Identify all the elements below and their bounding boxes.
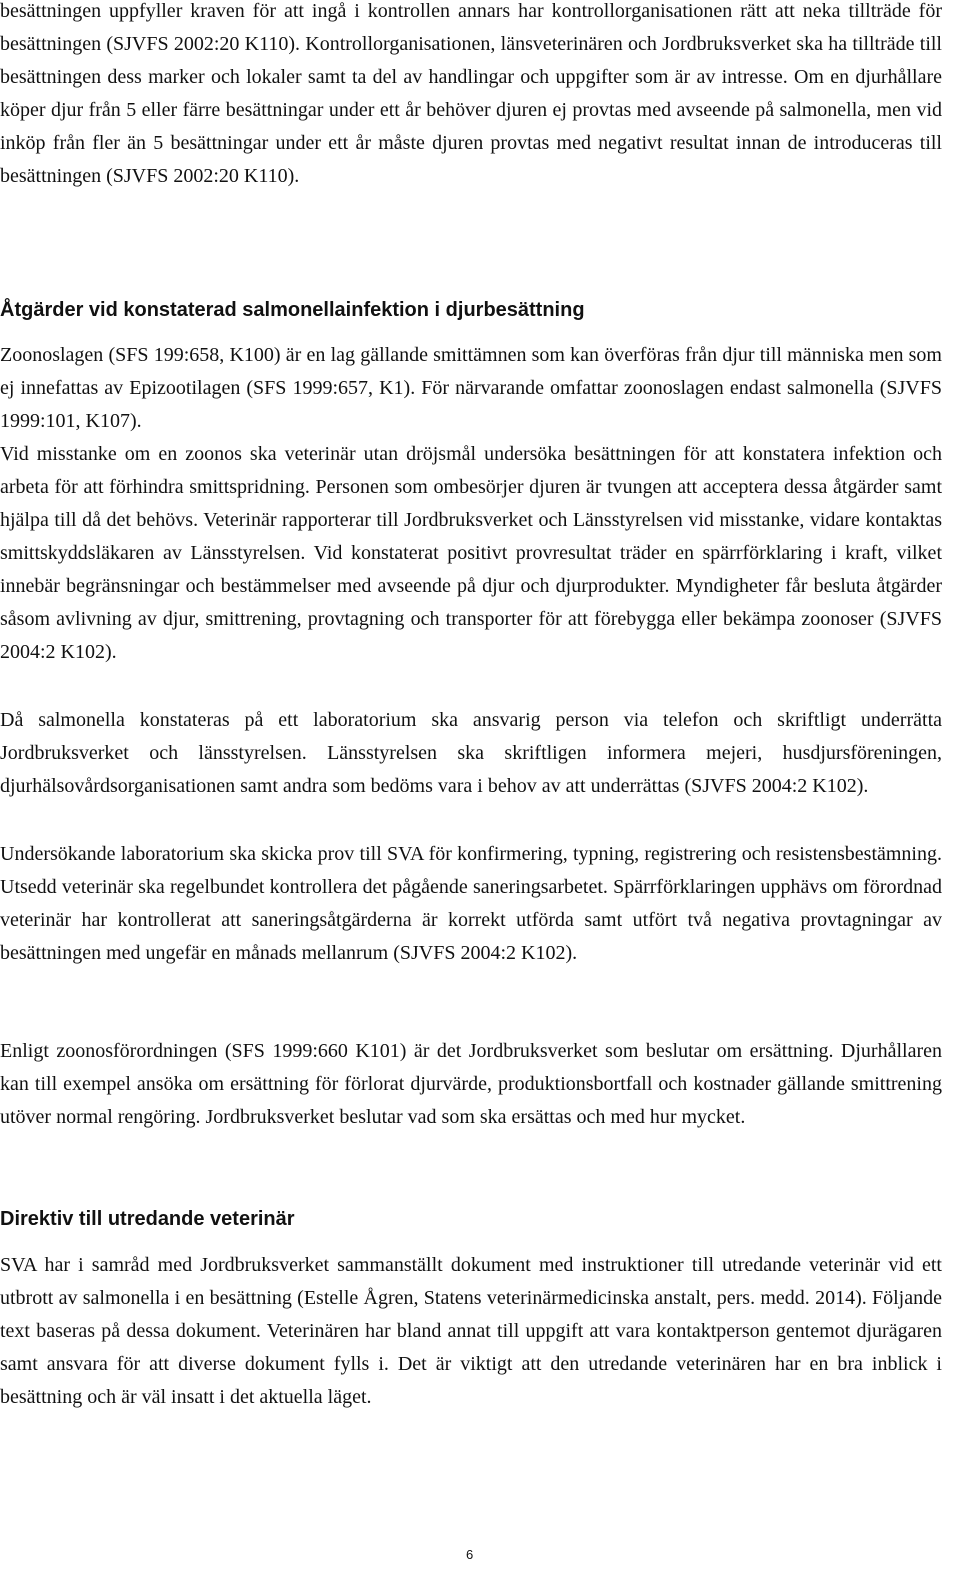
section-heading-direktiv: Direktiv till utredande veterinär [0, 1208, 295, 1230]
intro-paragraph: besättningen uppfyller kraven för att ingå i kontrollen annars har kontrollorganisationen rätt att neka tillträde för besättningen (SJVFS 2002:20 K110). Kontrollorganisationen, länsveterinären och Jordbruksverket ska ha tillträde till besättningen dess marker och lokaler samt ta del av handlingar och uppgifter som är av intresse. Om en djurhållare köper djur från 5 eller färre besättningar under ett år behöver djuren ej provtas med avseende på salmonella, men vid inköp från fler än 5 besättningar under ett år måste djuren provtas med negativt resultat innan de introduceras till besättningen (SJVFS 2002:20 K110). [0, 0, 942, 187]
paragraph-zoonoslagen: Zoonoslagen (SFS 199:658, K100) är en lag gällande smittämnen som kan överföras från djur till människa men som ej innefattas av Epizootilagen (SFS 1999:657, K1). För närvarande omfattar zoonoslagen endast salmonella (SJVFS 1999:101, K107). [0, 344, 942, 432]
paragraph-vid-misstanke: Vid misstanke om en zoonos ska veterinär utan dröjsmål undersöka besättningen för att konstatera infektion och arbeta för att förhindra smittspridning. Personen som ombesörjer djuren är tvungen att acceptera dessa åtgärder samt hjälpa till då det behövs. Veterinär rapporterar till Jordbruksverket och Länsstyrelsen vid misstanke, vidare kontaktas smittskyddsläkaren av Länsstyrelsen. Vid konstaterat positivt provresultat träder en spärrförklaring i kraft, vilket innebär begränsningar och bestämmelser med avseende på djur och djurprodukter. Myndigheter får besluta åtgärder såsom avlivning av djur, smittrening, provtagning och transporter för att förebygga eller bekämpa zoonoser (SJVFS 2004:2 K102). [0, 443, 942, 663]
paragraph-enligt-zoonosforordningen: Enligt zoonosförordningen (SFS 1999:660 K101) är det Jordbruksverket som beslutar om ersättning. Djurhållaren kan till exempel ansöka om ersättning för förlorat djurvärde, produktionsbortfall och kostnader gällande smittrening utöver normal rengöring. Jordbruksverket beslutar vad som ska ersättas och med hur mycket. [0, 1040, 942, 1128]
page-number: 6 [466, 1547, 474, 1562]
paragraph-da-salmonella: Då salmonella konstateras på ett laboratorium ska ansvarig person via telefon och skriftligt underrätta Jordbruksverket och länsstyrelsen. Länsstyrelsen ska skriftligen informera mejeri, husdjursföreningen, djurhälsovårdsorganisationen samt andra som bedöms vara i behov av att underrättas (SJVFS 2004:2 K102). [0, 709, 942, 797]
section-heading-atgarder: Åtgärder vid konstaterad salmonellainfektion i djurbesättning [0, 299, 585, 321]
paragraph-undersokande-laboratorium: Undersökande laboratorium ska skicka prov till SVA för konfirmering, typning, registrering och resistensbestämning. Utsedd veterinär ska regelbundet kontrollera det pågående saneringsarbetet. Spärrförklaringen upphävs om förordnad veterinär har kontrollerat att saneringsåtgärderna är korrekt utförda samt utfört två negativa provtagningar av besättningen med ungefär en månads mellanrum (SJVFS 2004:2 K102). [0, 843, 942, 964]
paragraph-sva-samrad: SVA har i samråd med Jordbruksverket sammanställt dokument med instruktioner till utredande veterinär vid ett utbrott av salmonella i en besättning (Estelle Ågren, Statens veterinärmedicinska anstalt, pers. medd. 2014). Följande text baseras på dessa dokument. Veterinären har bland annat till uppgift att vara kontaktperson gentemot djurägaren samt ansvara för att diverse dokument fylls i. Det är viktigt att den utredande veterinären har en bra inblick i besättning och är väl insatt i det aktuella läget. [0, 1254, 942, 1408]
